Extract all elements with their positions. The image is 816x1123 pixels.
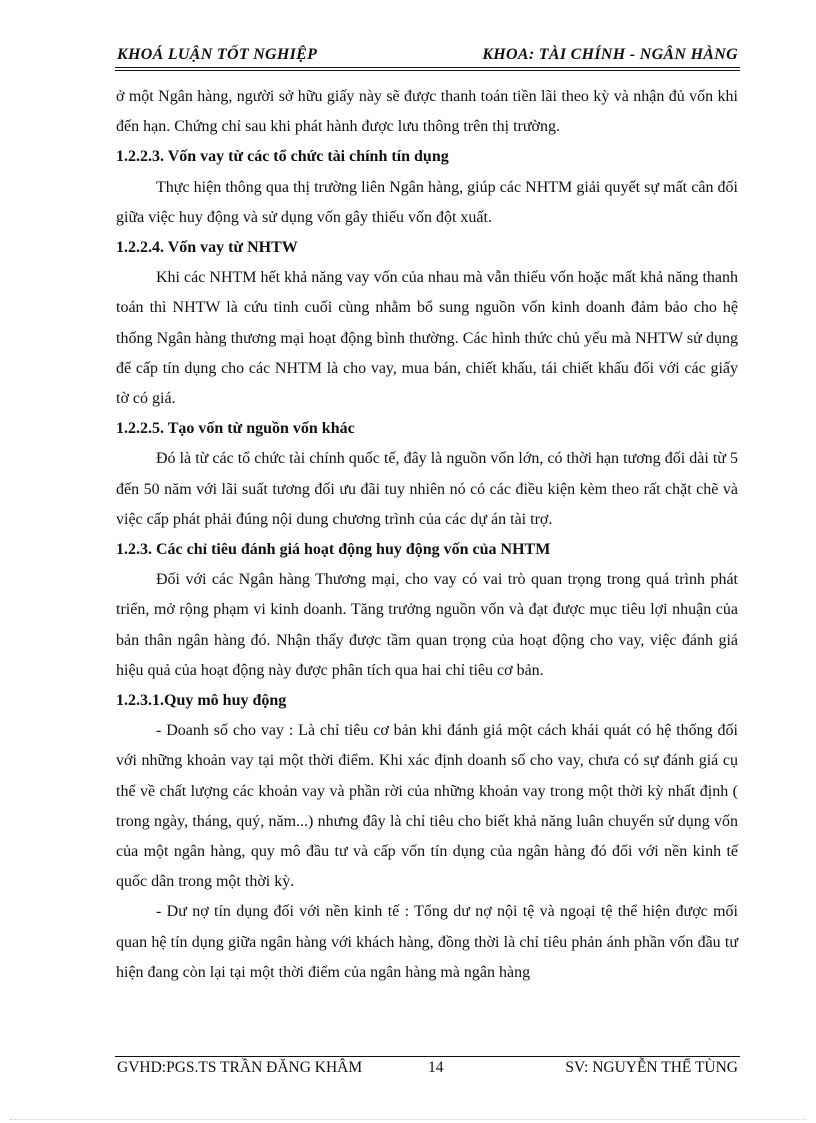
- paragraph: Đó là từ các tổ chức tài chính quốc tế, đây là nguồn vốn lớn, có thời hạn tương đối dài từ 5 đến 50 năm với lãi suất tương đối ưu đãi tuy nhiên nó có các điều kiện kèm theo rất chặt chẽ và việc cấp phát phải đúng nội dung chương trình của các dự án tài trợ.: [116, 450, 738, 528]
- footer-student: SV: NGUYỄN THẾ TÙNG: [565, 1059, 738, 1076]
- section-heading: 1.2.2.4. Vốn vay từ NHTW: [116, 239, 298, 257]
- section-heading: 1.2.2.3. Vốn vay từ các tổ chức tài chính tín dụng: [116, 148, 449, 166]
- paragraph: - Doanh số cho vay : Là chỉ tiêu cơ bản khi đánh giá một cách khái quát có hệ thống đối với những khoản vay tại một thời điểm. Khi xác định doanh số cho vay, chưa có sự đánh giá cụ thể về chất lượng các khoản vay và phần rời của những khoản vay trong một thời kỳ nhất định ( trong ngày, tháng, quý, năm...) nhưng đây là chỉ tiêu cho biết khả năng luân chuyển sử dụng vốn của một ngân hàng, quy mô đầu tư và cấp vốn tín dụng của ngân hàng đó đối với nền kinh tế quốc dân trong một thời kỳ.: [116, 722, 738, 891]
- page-body: [116, 82, 738, 988]
- section-heading: 1.2.2.5. Tạo vốn từ nguồn vốn khác: [116, 420, 355, 438]
- header-divider-thin: [115, 70, 740, 71]
- section-heading: 1.2.3.1.Quy mô huy động: [116, 692, 287, 710]
- page-number: 14: [428, 1059, 444, 1076]
- header-thesis-title: KHOÁ LUẬN TỐT NGHIỆP: [117, 46, 318, 63]
- footer-divider: [115, 1056, 740, 1057]
- paragraph: ở một Ngân hàng, người sở hữu giấy này sẽ được thanh toán tiền lãi theo kỳ và nhận đủ vốn khi đến hạn. Chứng chỉ sau khi phát hành được lưu thông trên thị trường.: [116, 88, 738, 136]
- header-faculty: KHOA: TÀI CHÍNH - NGÂN HÀNG: [482, 46, 738, 63]
- page-edge: [10, 1119, 806, 1120]
- footer-advisor: GVHD:PGS.TS TRẦN ĐĂNG KHÂM: [117, 1059, 363, 1076]
- paragraph: Khi các NHTM hết khả năng vay vốn của nhau mà vẫn thiếu vốn hoặc mất khả năng thanh toán thì NHTW là cứu tinh cuối cùng nhằm bổ sung nguồn vốn kinh doanh đảm bảo cho hệ thống Ngân hàng thương mại hoạt động bình thường. Các hình thức chủ yếu mà NHTW sử dụng để cấp tín dụng cho các NHTM là cho vay, mua bán, chiết khấu, tái chiết khấu đối với các giấy tờ có giá.: [116, 269, 738, 408]
- header-divider: [115, 67, 740, 68]
- paragraph: Đối với các Ngân hàng Thương mại, cho vay có vai trò quan trọng trong quá trình phát triển, mở rộng phạm vi kinh doanh. Tăng trưởng nguồn vốn và đạt được mục tiêu lợi nhuận của bản thân ngân hàng đó. Nhận thấy được tầm quan trọng của hoạt động cho vay, việc đánh giá hiệu quả của hoạt động này được phân tích qua hai chỉ tiêu cơ bản.: [116, 571, 738, 679]
- page-footer: [115, 1059, 740, 1081]
- paragraph: Thực hiện thông qua thị trường liên Ngân hàng, giúp các NHTM giải quyết sự mất cân đối giữa việc huy động và sử dụng vốn gây thiếu vốn đột xuất.: [116, 178, 738, 226]
- page-header: [115, 44, 740, 68]
- section-heading: 1.2.3. Các chỉ tiêu đánh giá hoạt động huy động vốn của NHTM: [116, 541, 551, 559]
- paragraph: - Dư nợ tín dụng đối với nền kinh tế : Tổng dư nợ nội tệ và ngoại tệ thể hiện được mối quan hệ tín dụng giữa ngân hàng với khách hàng, đồng thời là chỉ tiêu phản ánh phần vốn đầu tư hiện đang còn lại tại một thời điểm của ngân hàng mà ngân hàng: [116, 903, 738, 981]
